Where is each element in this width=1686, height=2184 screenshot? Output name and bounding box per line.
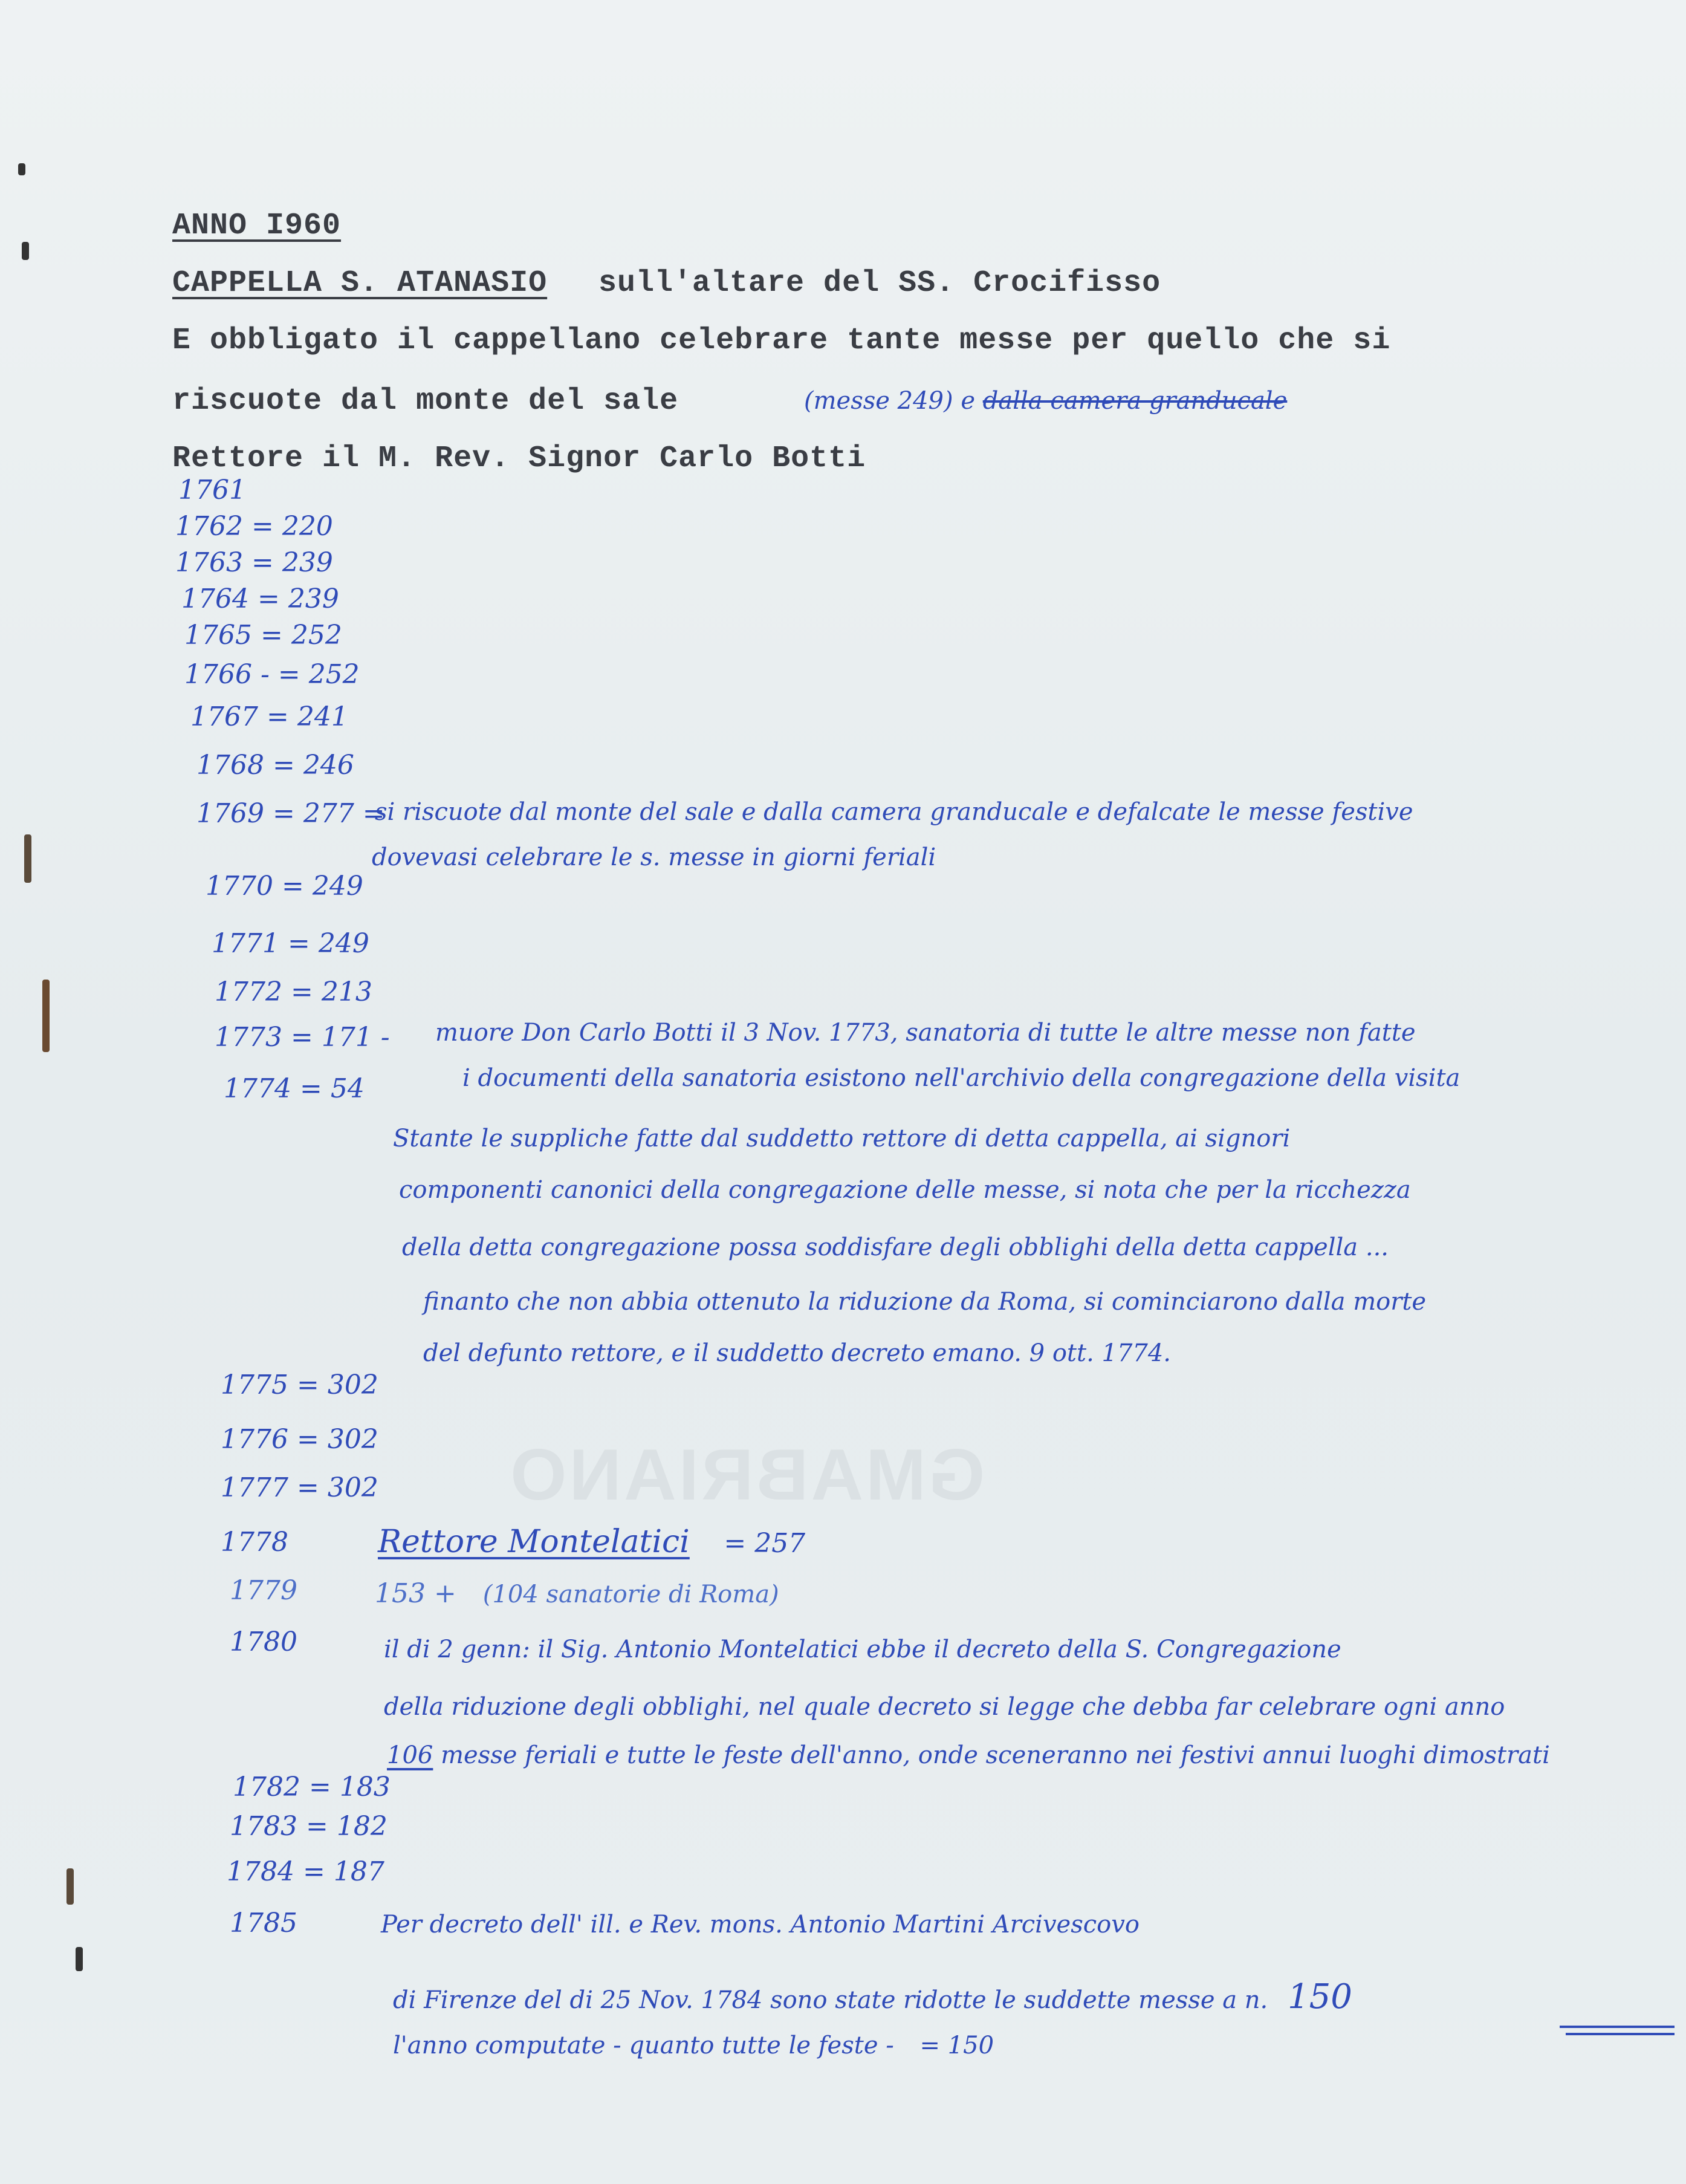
note-1785-total: 150 <box>1287 1977 1352 2017</box>
entry-year: 1783 = 182 <box>230 1811 387 1842</box>
note-1774-line-1: Stante le suppliche fatte dal suddetto rettore di detta cappella, ai signori <box>393 1125 1291 1152</box>
note-1779-value: 153 + <box>375 1578 456 1609</box>
note-1769-line-2: dovevasi celebrare le s. messe in giorni feriali <box>372 843 936 871</box>
entry-year: 1780 <box>230 1627 297 1657</box>
header-line-4-note <box>804 387 1287 415</box>
total-underline <box>1566 2033 1675 2035</box>
note-1773-line-1: muore Don Carlo Botti il 3 Nov. 1773, sanatoria di tutte le altre messe non fatte <box>435 1019 1416 1047</box>
note-1780-line-3 <box>387 1741 1550 1769</box>
entry-year: 1777 = 302 <box>221 1472 378 1503</box>
entry-year: 1771 = 249 <box>212 928 369 959</box>
note-1780-number: 106 <box>387 1741 433 1769</box>
entry-year: 1761 <box>178 475 246 505</box>
note-1785-line-3 <box>393 2032 994 2059</box>
entry-year: 1770 = 249 <box>206 871 363 902</box>
entry-year: 1764 = 239 <box>181 583 339 614</box>
entry-year: 1769 = 277 = <box>196 798 385 829</box>
entry-year: 1774 = 54 <box>224 1073 365 1104</box>
binding-mark <box>42 980 50 1052</box>
note-1769-line-1: si riscuote dal monte del sale e dalla camera granducale e defalcate le messe festive <box>375 798 1413 826</box>
header-line-4: riscuote dal monte del sale <box>172 384 679 418</box>
binding-mark <box>22 242 29 260</box>
binding-mark <box>76 1947 83 1971</box>
note-1779 <box>375 1578 779 1609</box>
entry-year: 1772 = 213 <box>215 977 372 1007</box>
header-line-3: E obbligato il cappellano celebrare tante messe per quello che si <box>172 323 1391 358</box>
struck-text: dalla camera granducale <box>982 387 1288 415</box>
entry-year: 1765 = 252 <box>184 620 342 651</box>
entry-year: 1779 <box>230 1575 297 1606</box>
note-1785-closing-value: = 150 <box>919 2032 994 2059</box>
entry-year: 1763 = 239 <box>175 547 333 578</box>
note-1785-line-2 <box>393 1977 1352 2017</box>
entry-year: 1767 = 241 <box>190 701 348 732</box>
entry-year: 1785 <box>230 1908 297 1939</box>
header-anno: ANNO I960 <box>172 209 342 243</box>
rettore-value: = 257 <box>724 1528 806 1559</box>
entry-year: 1773 = 171 - <box>215 1022 390 1053</box>
note-1785-closing: l'anno computate - quanto tutte le feste - <box>393 2032 894 2059</box>
watermark: GMABRIANO <box>508 1434 985 1515</box>
note-1780-text: messe feriali e tutte le feste dell'anno, onde sceneranno nei festivi annui luoghi dimostrati <box>441 1741 1550 1769</box>
note-1785-text: di Firenze del di 25 Nov. 1784 sono state ridotte le suddette messe a n. <box>393 1986 1268 2014</box>
note-1773-line-2: i documenti della sanatoria esistono nell'archivio della congregazione della visita <box>462 1064 1461 1092</box>
note-1774-line-3: della detta congregazione possa soddisfare degli obblighi della detta cappella ... <box>402 1233 1389 1261</box>
entry-year: 1775 = 302 <box>221 1370 378 1400</box>
binding-mark <box>66 1868 74 1905</box>
entry-year: 1784 = 187 <box>227 1856 384 1887</box>
entry-year: 1762 = 220 <box>175 511 333 542</box>
header-altare: sull'altare del SS. Crocifisso <box>598 266 1161 301</box>
messe-note: (messe 249) e <box>804 387 975 415</box>
note-1779-text: (104 sanatorie di Roma) <box>482 1581 779 1608</box>
note-1774-line-2: componenti canonici della congregazione delle messe, si nota che per la ricchezza <box>399 1176 1411 1204</box>
note-1780-line-2: della riduzione degli obblighi, nel quale decreto si legge che debba far celebrare ogni anno <box>384 1693 1505 1721</box>
entry-year: 1778 <box>221 1527 288 1558</box>
binding-mark <box>18 163 25 175</box>
header-rettore: Rettore il M. Rev. Signor Carlo Botti <box>172 441 866 476</box>
entry-year: 1776 = 302 <box>221 1424 378 1455</box>
entry-year: 1766 - = 252 <box>184 659 360 690</box>
entry-year: 1768 = 246 <box>196 750 354 781</box>
note-1778-rettore <box>378 1524 805 1560</box>
note-1774-line-4: finanto che non abbia ottenuto la riduzione da Roma, si cominciarono dalla morte <box>423 1288 1427 1316</box>
note-1780-line-1: il di 2 genn: il Sig. Antonio Montelatici ebbe il decreto della S. Congregazione <box>384 1636 1341 1663</box>
rettore-name: Rettore Montelatici <box>378 1524 690 1560</box>
binding-mark <box>24 834 31 883</box>
entry-year: 1782 = 183 <box>233 1772 391 1802</box>
note-1774-line-5: del defunto rettore, e il suddetto decreto emano. 9 ott. 1774. <box>423 1339 1172 1367</box>
total-underline <box>1560 2026 1675 2028</box>
header-cappella: CAPPELLA S. ATANASIO <box>172 266 548 301</box>
note-1785-line-1: Per decreto dell' ill. e Rev. mons. Antonio Martini Arcivescovo <box>381 1911 1140 1939</box>
